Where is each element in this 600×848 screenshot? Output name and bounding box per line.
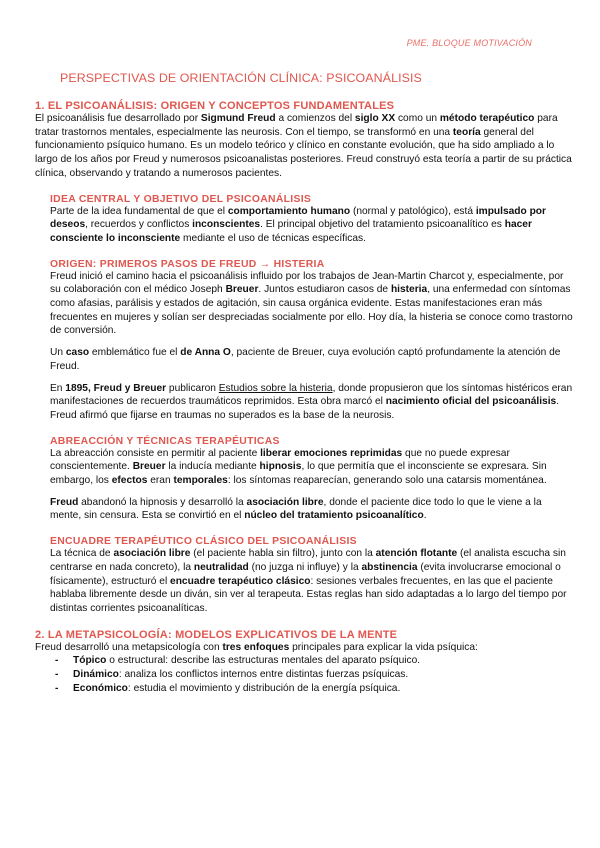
list-item: - Tópico o estructural: describe las estructuras mentales del aparato psíquico. xyxy=(55,655,421,667)
origen-paragraph-1: Freud inició el camino hacia el psicoanálisis influido por los trabajos de Jean-Martin Charcot y, especialmente, por su colaboración con el médico Joseph Breuer. Juntos estudiaron casos de histeria, una enfermedad con síntomas como afasias, parálisis y estados de agitación, sin causa orgánica evidente. Estas manifestaciones eran más frecuentes en mujeres y solían ser despreciadas socialmente por ello. Hoy día, la histeria se conoce como trastorno de conversión. xyxy=(50,270,573,337)
idea-paragraph: Parte de la idea fundamental de que el comportamiento humano (normal y patológico), está impulsado por deseos, recuerdos y conflictos inconscientes. El principal objetivo del tratamiento psicoanalítico es hacer consciente lo inconsciente mediante el uso de técnicas específicas. xyxy=(50,205,546,244)
header-tag: PME. BLOQUE MOTIVACIÓN xyxy=(406,38,532,48)
abreaccion-heading: ABREACCIÓN Y TÉCNICAS TERAPÉUTICAS xyxy=(50,435,280,447)
origen-paragraph-2: Un caso emblemático fue el de Anna O, paciente de Breuer, cuya evolución captó profundamente la atención de Freud. xyxy=(50,347,561,372)
abreaccion-paragraph-2: Freud abandonó la hipnosis y desarrolló la asociación libre, donde el paciente dice todo lo que le viene a la mente, sin censura. Esta se convirtió en el núcleo del tratamiento psicoanalítico. xyxy=(50,496,542,522)
page-title: PERSPECTIVAS DE ORIENTACIÓN CLÍNICA: PSICOANÁLISIS xyxy=(60,71,422,85)
enfoques-list xyxy=(35,654,575,695)
encuadre-paragraph: La técnica de asociación libre (el paciente habla sin filtro), junto con la atención flotante (el analista escucha sin centrarse en nada concreto), la neutralidad (no juzga ni influye) y la abstinencia (evita involucrarse emocional o físicamente), estructuró el encuadre terapéutico clásico: sesiones verbales frecuentes, en las que el paciente hablaba libremente desde un diván, sin ver al terapeuta. Estas reglas han sido adaptadas a lo largo del tiempo por distintas corrientes psicoanalíticas. xyxy=(50,548,567,614)
origen-paragraph-3: En 1895, Freud y Breuer publicaron Estudios sobre la histeria, donde propusieron que los síntomas histéricos eran manifestaciones de recuerdos traumáticos reprimidos. Esta obra marcó el nacimiento oficial del psicoanálisis. Freud afirmó que fijarse en traumas no superados es la base de la neurosis. xyxy=(50,382,573,421)
abreaccion-paragraph-1: La abreacción consiste en permitir al paciente liberar emociones reprimidas que no puede expresar conscientemente. Breuer la inducía mediante hipnosis, lo que permitía que el inconsciente se expresara. Sin embargo, los efectos eran temporales: los síntomas reaparecían, generando solo una catarsis momentánea. xyxy=(50,447,547,487)
document-body xyxy=(35,100,575,696)
list-item: - Dinámico: analiza los conflictos internos entre distintas fuerzas psíquicas. xyxy=(55,669,409,681)
list-item: - Económico: estudia el movimiento y distribución de la energía psíquica. xyxy=(55,682,401,694)
idea-heading: IDEA CENTRAL Y OBJETIVO DEL PSICOANÁLISIS xyxy=(50,193,312,205)
section-2-paragraph: Freud desarrolló una metapsicología con tres enfoques principales para explicar la vida psíquica: xyxy=(35,641,478,653)
book-title: Estudios sobre la histeria xyxy=(218,382,333,394)
origen-heading: ORIGEN: PRIMEROS PASOS DE FREUD → HISTERIA xyxy=(50,258,325,270)
section-2-heading: 2. LA METAPSICOLOGÍA: MODELOS EXPLICATIVOS DE LA MENTE xyxy=(35,628,398,641)
encuadre-heading: ENCUADRE TERAPÉUTICO CLÁSICO DEL PSICOANÁLISIS xyxy=(50,536,357,548)
section-1-paragraph: El psicoanálisis fue desarrollado por Sigmund Freud a comienzos del siglo XX como un método terapéutico para tratar trastornos mentales, especialmente las neurosis. Con el tiempo, se transformó en una teoría general del funcionamiento psíquico humano. Es un modelo teórico y clínico en constante evolución, que ha sido ampliado a lo largo de los años por Freud y numerosos psicoanalistas posteriores. Freud construyó esta teoría a partir de su práctica clínica, observando y tratando a numerosos pacientes. xyxy=(35,113,572,179)
section-1-heading: 1. EL PSICOANÁLISIS: ORIGEN Y CONCEPTOS FUNDAMENTALES xyxy=(35,100,395,112)
